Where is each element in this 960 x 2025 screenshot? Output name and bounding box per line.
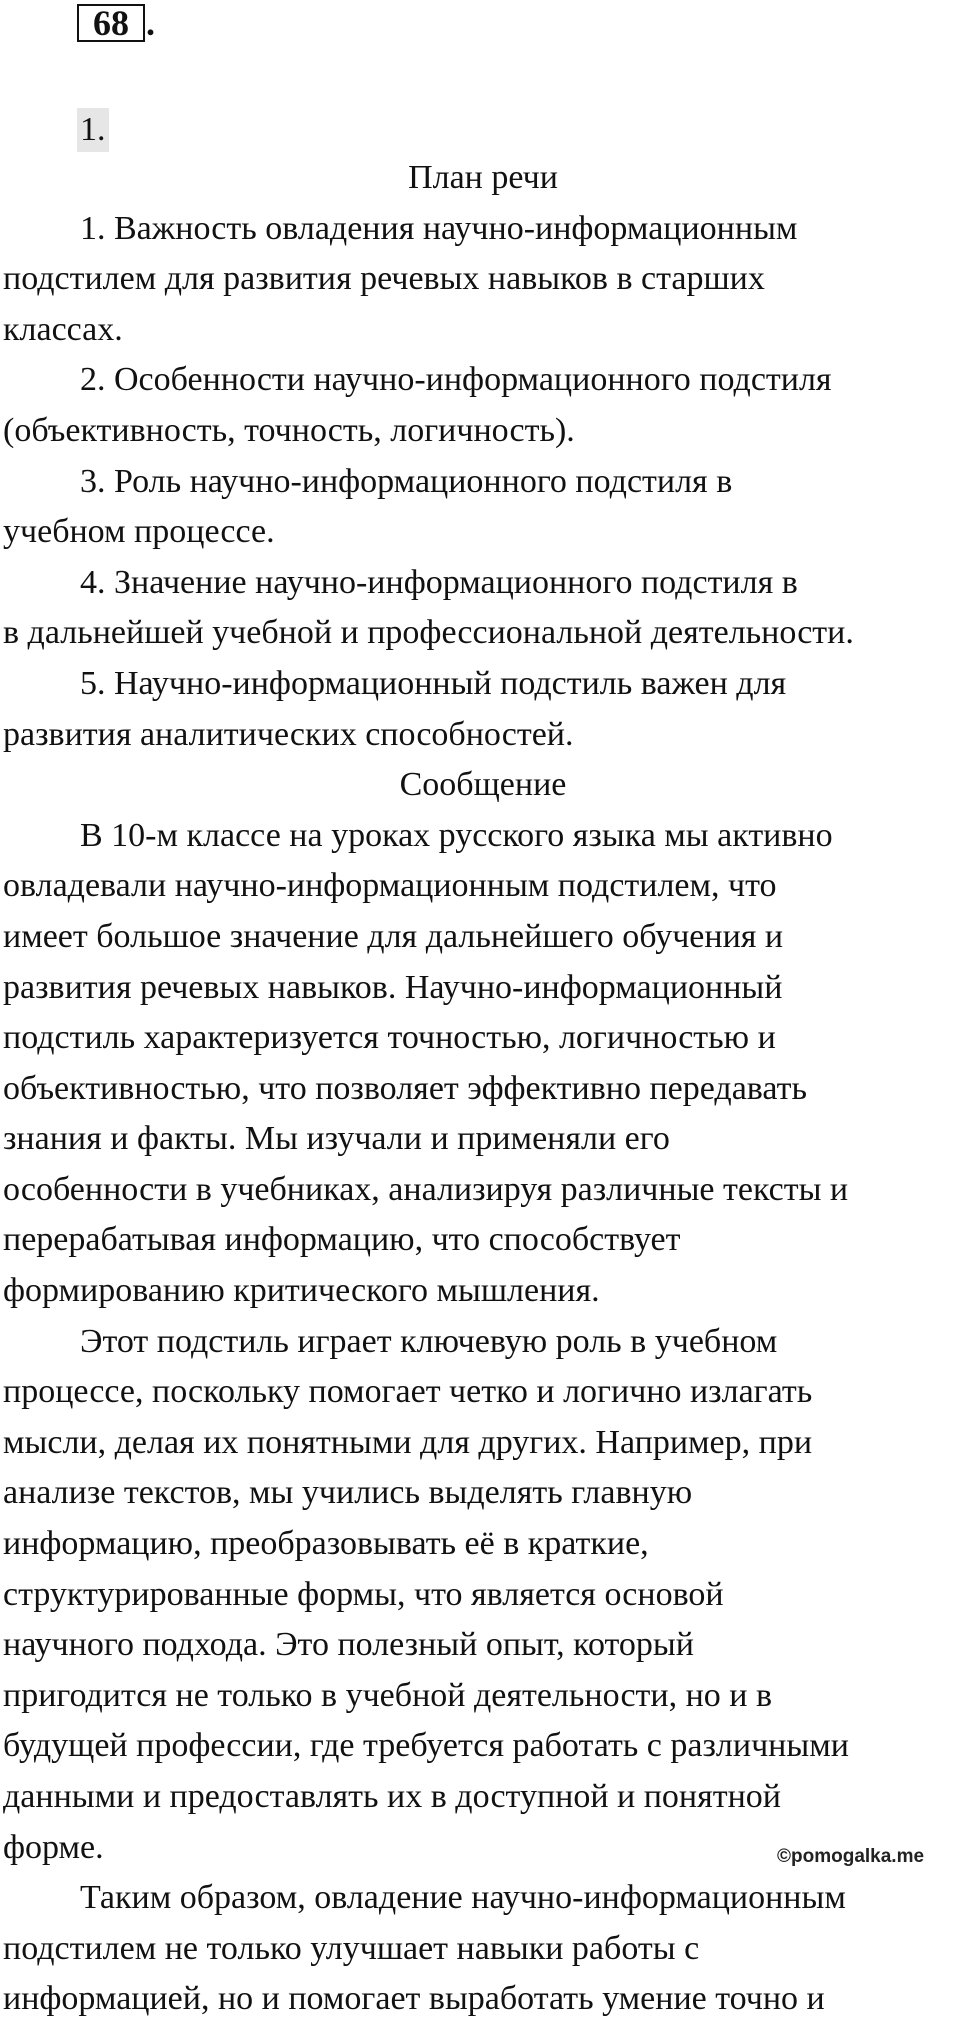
message-line: информацию, преобразовывать её в краткие,	[3, 1525, 649, 1563]
message-line: форме.	[3, 1828, 104, 1866]
message-line: подстилем не только улучшает навыки работы с	[3, 1929, 700, 1967]
message-line: перерабатывая информацию, что способствует	[3, 1221, 681, 1259]
message-title: Сообщение	[399, 766, 567, 804]
message-line: информацией, но и помогает выработать умение точно и	[3, 1980, 825, 2018]
message-line: знания и факты. Мы изучали и применяли его	[3, 1120, 670, 1158]
message-line: структурированные формы, что является основой	[3, 1575, 724, 1613]
message-line: развития речевых навыков. Научно-информационный	[3, 968, 783, 1006]
message-line: овладевали научно-информационным подстилем, что	[3, 867, 777, 905]
plan-line: 3. Роль научно-информационного подстиля в	[80, 462, 733, 500]
plan-line: 4. Значение научно-информационного подстиля в	[80, 563, 798, 601]
message-line: данными и предоставлять их в доступной и понятной	[3, 1778, 781, 1815]
message-line: научного подхода. Это полезный опыт, который	[3, 1626, 694, 1664]
plan-line: подстилем для развития речевых навыков в старших	[3, 260, 765, 298]
message-line: Этот подстиль играет ключевую роль в учебном	[80, 1322, 778, 1360]
plan-line: классах.	[3, 310, 123, 348]
watermark: ©pomogalka.me	[777, 1846, 925, 1867]
task-number-box: 68	[77, 4, 145, 42]
sub-number: 1.	[77, 108, 109, 152]
message-line: мысли, делая их понятными для других. Например, при	[3, 1423, 813, 1461]
message-line: Таким образом, овладение научно-информационным	[80, 1879, 846, 1917]
plan-title: План речи	[408, 159, 558, 196]
document-text	[3, 153, 960, 2025]
task-number-dot: .	[146, 3, 155, 43]
message-line: объективностью, что позволяет эффективно передавать	[3, 1069, 807, 1107]
message-line: В 10-м классе на уроках русского языка мы активно	[80, 816, 833, 854]
message-line: формированию критического мышления.	[3, 1272, 600, 1310]
plan-line: развития аналитических способностей.	[3, 715, 574, 753]
plan-line: учебном процессе.	[3, 513, 275, 551]
plan-line: 2. Особенности научно-информационного подстиля	[80, 361, 832, 399]
message-line: имеет большое значение для дальнейшего обучения и	[3, 917, 784, 955]
message-line: процессе, поскольку помогает четко и логично излагать	[3, 1373, 813, 1411]
message-line: подстиль характеризуется точностью, логичностью и	[3, 1019, 776, 1057]
message-line: будущей профессии, где требуется работать с различными	[3, 1727, 849, 1765]
plan-line: (объективность, точность, логичность).	[3, 411, 575, 449]
message-line: анализе текстов, мы учились выделять главную	[3, 1474, 693, 1512]
message-line: особенности в учебниках, анализируя различные тексты и	[3, 1170, 849, 1208]
plan-line: 5. Научно-информационный подстиль важен для	[80, 664, 787, 702]
plan-line: 1. Важность овладения научно-информационным	[80, 209, 798, 247]
plan-line: в дальнейшей учебной и профессиональной деятельности.	[3, 614, 854, 652]
message-line: пригодится не только в учебной деятельности, но и в	[3, 1676, 773, 1714]
